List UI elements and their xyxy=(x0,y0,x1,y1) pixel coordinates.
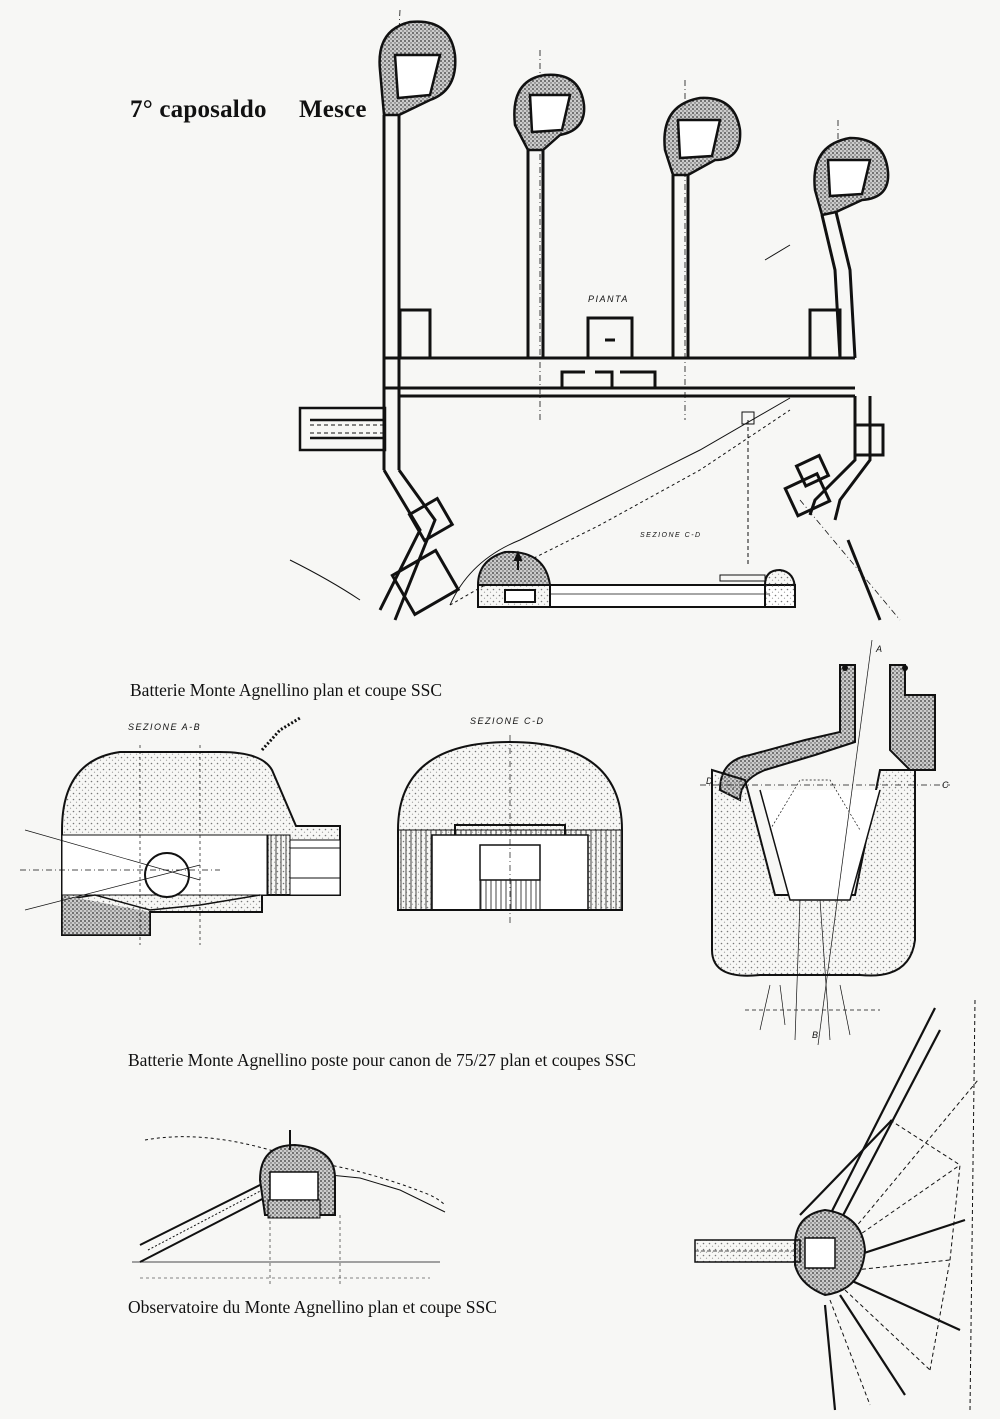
plan-mesce xyxy=(290,10,900,620)
corner-dot xyxy=(902,665,908,671)
observatory-section xyxy=(132,1130,445,1285)
label-pianta: PIANTA xyxy=(588,294,629,304)
section-cd xyxy=(398,735,622,925)
gun-post-plan xyxy=(700,640,950,1045)
label-sezione-cd: SEZIONE C-D xyxy=(470,716,545,726)
label-sezione-cd-small: SEZIONE C-D xyxy=(640,532,702,539)
caption-observatory: Observatoire du Monte Agnellino plan et coupe SSC xyxy=(128,1297,497,1317)
title-word: caposaldo xyxy=(159,96,267,123)
section-ab xyxy=(20,718,340,945)
label-sezione-ab: SEZIONE A-B xyxy=(128,722,202,732)
observatory-plan xyxy=(695,1000,978,1410)
corner-dot xyxy=(842,665,848,671)
caption-gun-post: Batterie Monte Agnellino poste pour canon de 75/27 plan et coupes SSC xyxy=(128,1050,636,1070)
label-a: A xyxy=(876,644,884,654)
label-b: B xyxy=(812,1030,820,1040)
title-number: 7° xyxy=(130,96,153,123)
caption-plan-section: Batterie Monte Agnellino plan et coupe SSC xyxy=(130,680,443,700)
title-name: Mesce xyxy=(299,96,367,123)
label-c: C xyxy=(942,780,950,790)
label-d: D xyxy=(706,776,714,786)
